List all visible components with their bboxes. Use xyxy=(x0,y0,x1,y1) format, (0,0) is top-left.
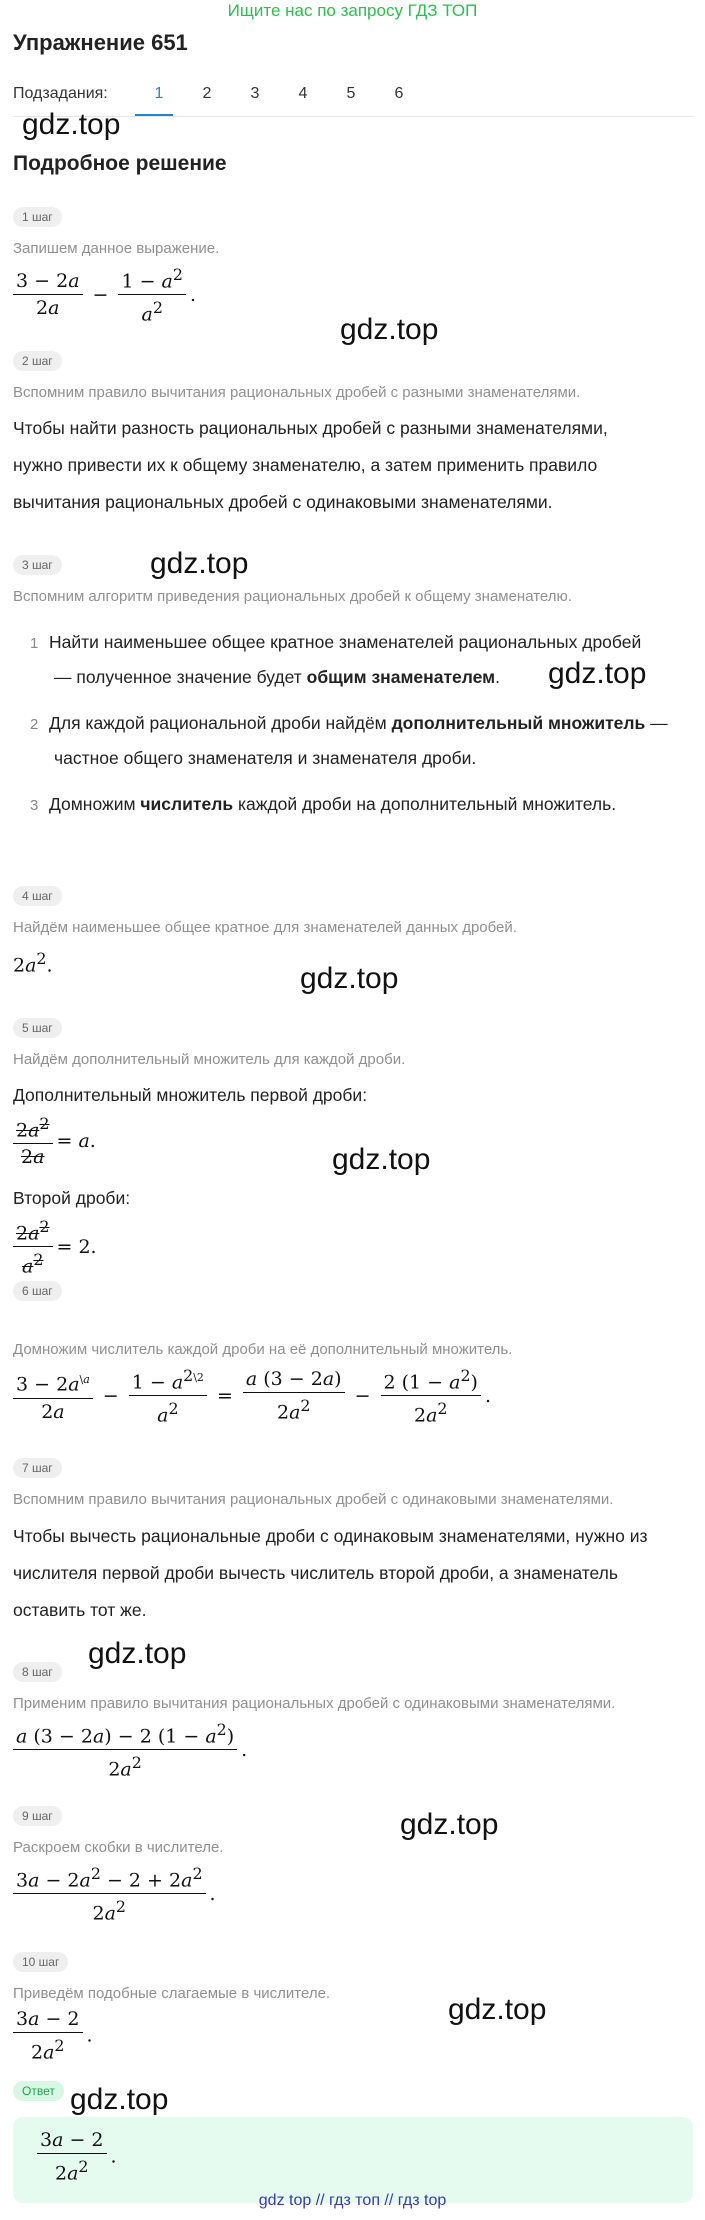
step-hint: Приведём подобные слагаемые в числителе. xyxy=(13,1985,331,2002)
formula-expression: $\frac{3 - 2a}{2a}$ − $\frac{1 - a^2}{a^2}$ . xyxy=(9,263,196,327)
step-hint: Вспомним алгоритм приведения рациональных дробей к общему знаменателю. xyxy=(13,588,572,605)
step-hint: Запишем данное выражение. xyxy=(13,240,220,257)
watermark: gdz.top xyxy=(448,1993,547,2026)
answer-badge: Ответ xyxy=(13,2081,64,2101)
list-item xyxy=(54,667,500,688)
list-text: каждой дроби на дополнительный множитель. xyxy=(233,794,617,814)
formula-lcm: $2a^2$. xyxy=(13,949,53,977)
step-badge: 1 шаг xyxy=(13,207,62,227)
list-text: Домножим xyxy=(49,794,141,814)
bold-term: дополнительный множитель xyxy=(391,713,646,733)
list-text: . xyxy=(495,667,500,687)
step-hint: Вспомним правило вычитания рациональных дробей с разными знаменателями. xyxy=(13,384,581,401)
watermark: gdz.top xyxy=(340,313,439,346)
step-badge: 3 шаг xyxy=(13,555,62,575)
list-number: 1 xyxy=(30,635,39,652)
step-badge: 7 шаг xyxy=(13,1458,62,1478)
watermark: gdz.top xyxy=(88,1637,187,1670)
page-title: Упражнение 651 xyxy=(13,30,188,55)
list-item xyxy=(49,713,668,734)
watermark: gdz.top xyxy=(22,108,121,141)
step-badge: 9 шаг xyxy=(13,1806,62,1826)
subtask-tab-2[interactable]: 2 xyxy=(202,85,212,102)
first-multiplier-label: Дополнительный множитель первой дроби: xyxy=(13,1085,368,1105)
rule-text: оставить тот же. xyxy=(13,1600,147,1620)
rule-text: нужно привести их к общему знаменателю, а затем применить правило xyxy=(13,455,598,475)
formula-second-multiplier: $\frac{2a^2}{a^2}$ = 2. xyxy=(9,1215,101,1279)
subtask-tab-3[interactable]: 3 xyxy=(250,85,260,102)
formula-subtraction: $\frac{a (3 - 2a) - 2 (1 - a^2)}{2a^2}$ . xyxy=(9,1718,247,1782)
watermark: gdz.top xyxy=(70,2083,169,2116)
footer-links[interactable]: gdz top // гдз топ // гдз top xyxy=(258,2192,447,2209)
rule-text: Чтобы вычесть рациональные дроби с одинаковым знаменателями, нужно из xyxy=(13,1526,648,1546)
list-number: 2 xyxy=(30,716,39,733)
subtask-tab-4[interactable]: 4 xyxy=(298,85,308,102)
subtasks-label: Подзадания: xyxy=(13,85,108,102)
bold-term: числитель xyxy=(140,794,234,814)
watermark: gdz.top xyxy=(332,1143,431,1176)
rule-text: Чтобы найти разность рациональных дробей с разными знаменателями, xyxy=(13,418,608,438)
formula-answer: $\frac{3a - 2}{2a^2}$ . xyxy=(33,2128,117,2185)
step-hint: Найдём дополнительный множитель для каждой дроби. xyxy=(13,1051,406,1068)
subtask-tab-6[interactable]: 6 xyxy=(394,85,404,102)
watermark: gdz.top xyxy=(548,657,647,690)
list-number: 3 xyxy=(30,797,39,814)
watermark: gdz.top xyxy=(300,962,399,995)
list-item xyxy=(49,794,616,815)
subtasks-tabs xyxy=(135,85,423,103)
step-hint: Вспомним правило вычитания рациональных дробей с одинаковыми знаменателями. xyxy=(13,1491,614,1508)
step-badge: 10 шаг xyxy=(13,1952,68,1972)
formula-multiplied: $\frac{3 - 2a^{\backslash a}}{2a}$ − $\frac{1 - a^{2\backslash 2}}{a^2}$ = $\frac{a (3 - 2a)}{2a^2}$ − $\frac{2 (1 - a^2)}{2a^2}$ . xyxy=(9,1364,491,1428)
step-badge: 2 шаг xyxy=(13,351,62,371)
step-hint: Найдём наименьшее общее кратное для знаменателей данных дробей. xyxy=(13,919,517,936)
formula-simplified: $\frac{3a - 2}{2a^2}$ . xyxy=(9,2007,93,2064)
step-hint: Домножим числитель каждой дроби на её дополнительный множитель. xyxy=(13,1341,513,1358)
step-badge: 4 шаг xyxy=(13,886,62,906)
rule-text: вычитания рациональных дробей с одинаковыми знаменателями. xyxy=(13,492,553,512)
formula-expanded: $\frac{3a - 2a^2 - 2 + 2a^2}{2a^2}$ . xyxy=(9,1862,216,1926)
watermark: gdz.top xyxy=(150,547,249,580)
list-text: — xyxy=(645,713,668,733)
subtask-tab-1[interactable]: 1 xyxy=(154,85,164,102)
list-text: — полученное значение будет xyxy=(54,667,307,687)
step-badge: 6 шаг xyxy=(13,1281,62,1301)
second-multiplier-label: Второй дроби: xyxy=(13,1188,131,1208)
bold-term: общим знаменателем xyxy=(306,667,496,687)
step-badge: 8 шаг xyxy=(13,1662,62,1682)
rule-text: числителя первой дроби вычесть числитель второй дроби, а знаменатель xyxy=(13,1563,619,1583)
list-text: Для каждой рациональной дроби найдём xyxy=(49,713,392,733)
step-hint: Раскроем скобки в числителе. xyxy=(13,1839,224,1856)
step-hint: Применим правило вычитания рациональных дробей с одинаковыми знаменателями. xyxy=(13,1695,616,1712)
subtask-tab-5[interactable]: 5 xyxy=(346,85,356,102)
promo-banner[interactable]: Ищите нас по запросу ГДЗ ТОП xyxy=(227,1,478,20)
watermark: gdz.top xyxy=(400,1808,499,1841)
list-item: частное общего знаменателя и знаменателя дроби. xyxy=(54,748,477,768)
section-title: Подробное решение xyxy=(13,152,227,175)
step-badge: 5 шаг xyxy=(13,1018,62,1038)
list-item: Найти наименьшее общее кратное знаменателей рациональных дробей xyxy=(49,632,642,652)
formula-first-multiplier: $\frac{2a^2}{2a}$ = a. xyxy=(9,1112,100,1169)
